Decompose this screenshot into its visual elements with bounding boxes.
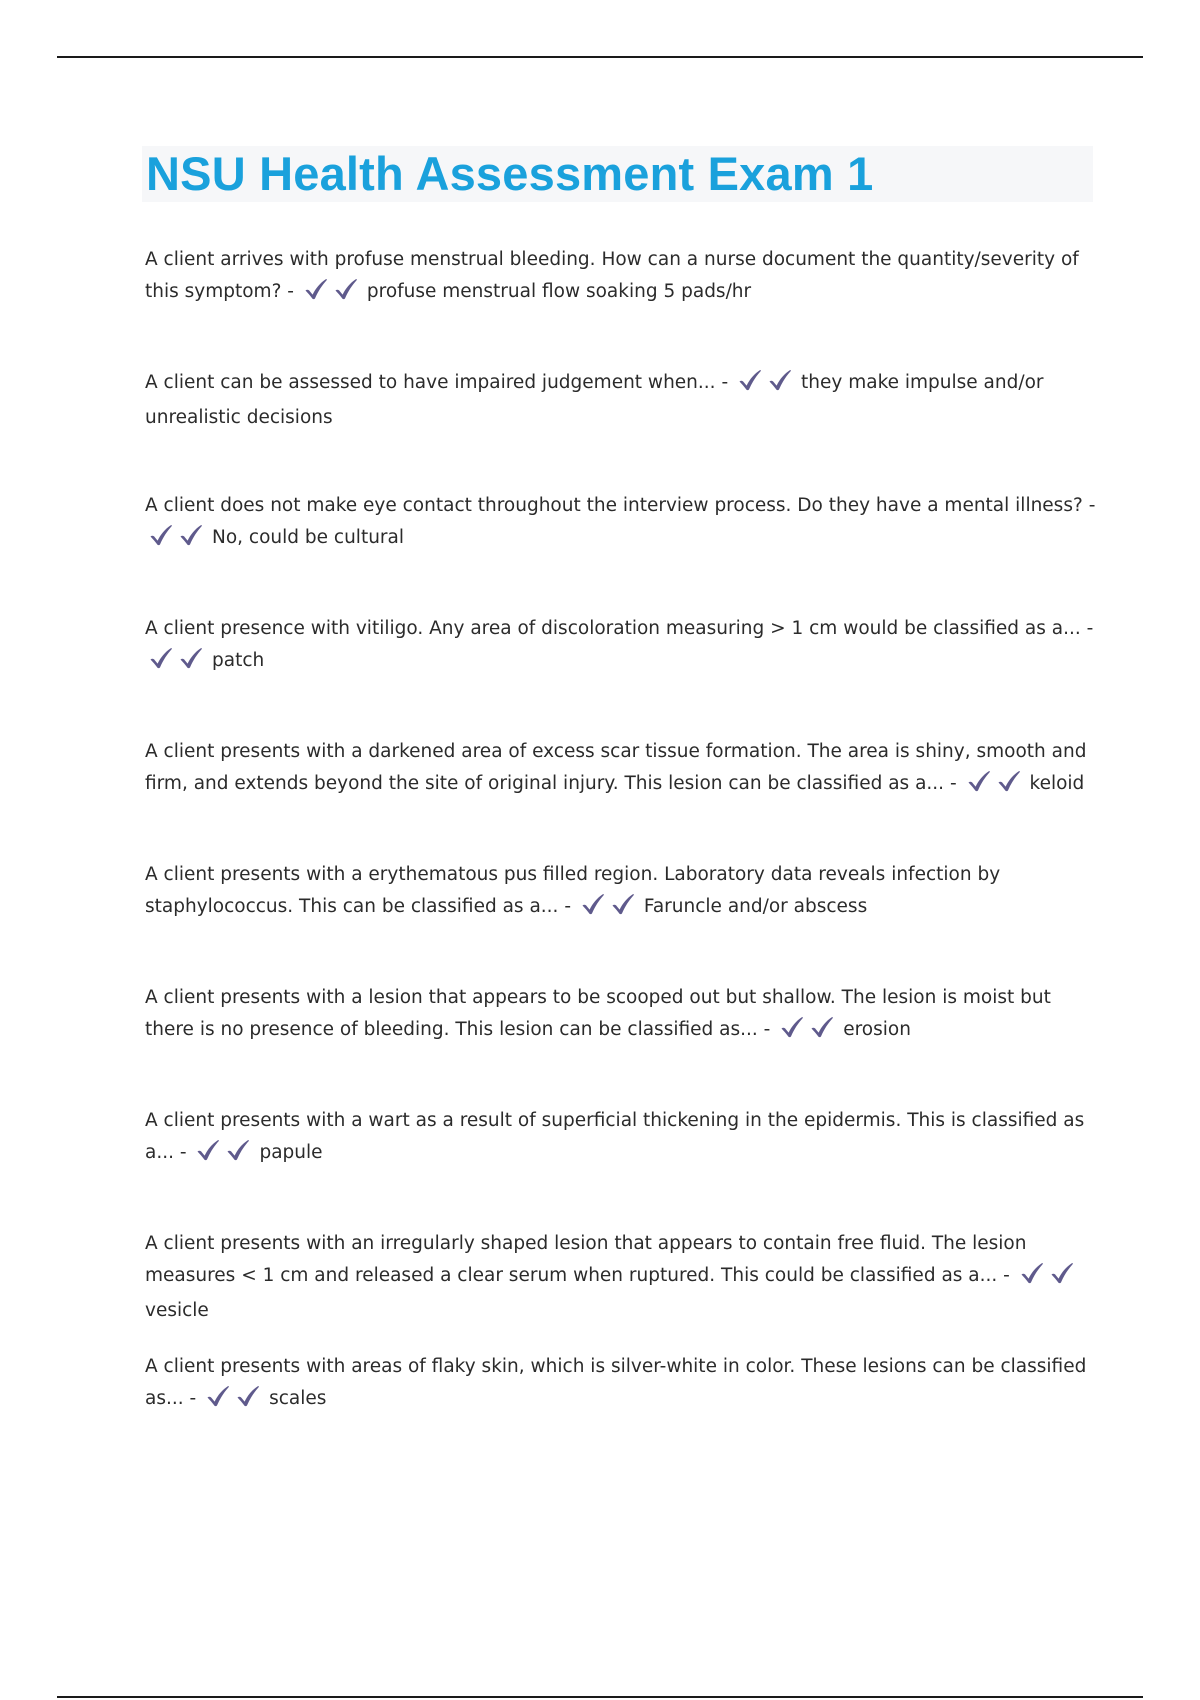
check-icon — [768, 369, 792, 391]
separator: - — [1086, 618, 1094, 639]
check-icon — [196, 1139, 220, 1161]
checkmarks — [304, 278, 364, 311]
checkmarks — [738, 369, 798, 402]
qa-item — [145, 244, 1100, 308]
separator: - — [287, 281, 294, 302]
check-icon — [611, 893, 635, 915]
qa-item — [145, 1228, 1100, 1321]
check-icon — [1020, 1262, 1044, 1284]
answer-text: patch — [212, 650, 265, 671]
check-icon — [334, 278, 358, 300]
checkmarks — [196, 1139, 256, 1172]
check-icon — [206, 1385, 230, 1407]
question-text: A client presents with a lesion that appears to be scooped out but shallow. The lesion is moist but there is no presence of bleeding. This lesion can be classified as... — [145, 987, 1051, 1040]
qa-list — [145, 244, 1100, 1415]
checkmarks — [149, 647, 209, 680]
checkmarks — [149, 524, 209, 557]
question-text: A client presents with an irregularly shaped lesion that appears to contain free fluid. The lesion measures < 1 cm and released a clear serum when ruptured. This could be classified as a... — [145, 1233, 1027, 1286]
checkmarks — [206, 1385, 266, 1418]
qa-item — [145, 859, 1100, 923]
question-text: A client presents with a darkened area of excess scar tissue formation. The area is shiny, smooth and firm, and extends beyond the site of original injury. This lesion can be classified as a... — [145, 741, 1087, 794]
check-icon — [149, 647, 173, 669]
answer-text: vesicle — [145, 1300, 209, 1321]
check-icon — [810, 1016, 834, 1038]
check-icon — [304, 278, 328, 300]
checkmarks — [1020, 1262, 1080, 1295]
question-text: A client presents with a wart as a result of superficial thickening in the epidermis. This is classified as a... — [145, 1110, 1085, 1163]
check-icon — [149, 524, 173, 546]
check-icon — [179, 524, 203, 546]
checkmarks — [967, 770, 1027, 803]
separator: - — [949, 773, 957, 794]
question-text: A client presents with areas of flaky skin, which is silver-white in color. These lesions can be classified as... — [145, 1356, 1087, 1409]
check-icon — [780, 1016, 804, 1038]
qa-item — [145, 736, 1100, 800]
top-rule — [57, 56, 1143, 58]
question-text: A client does not make eye contact throughout the interview process. Do they have a mental illness? — [145, 495, 1083, 516]
check-icon — [236, 1385, 260, 1407]
check-icon — [581, 893, 605, 915]
checkmarks — [780, 1016, 840, 1049]
check-icon — [967, 770, 991, 792]
answer-text: erosion — [843, 1019, 911, 1040]
check-icon — [738, 369, 762, 391]
question-text: A client can be assessed to have impaired judgement when... — [145, 372, 716, 393]
check-icon — [997, 770, 1021, 792]
question-text: A client presents with a erythematous pus filled region. Laboratory data reveals infection by staphylococcus. This can be classified as a... — [145, 864, 1001, 917]
qa-item — [145, 982, 1100, 1046]
answer-text: profuse menstrual flow soaking 5 pads/hr — [366, 281, 752, 302]
qa-item — [145, 490, 1100, 554]
check-icon — [226, 1139, 250, 1161]
answer-text: keloid — [1029, 773, 1085, 794]
bottom-rule — [57, 1696, 1143, 1698]
check-icon — [1050, 1262, 1074, 1284]
separator: - — [1003, 1265, 1010, 1286]
answer-text: papule — [259, 1142, 323, 1163]
separator: - — [763, 1019, 771, 1040]
answer-text: Faruncle and/or abscess — [643, 896, 868, 917]
qa-item — [145, 613, 1100, 677]
separator: - — [721, 372, 729, 393]
check-icon — [179, 647, 203, 669]
document-title: NSU Health Assessment Exam 1 — [146, 147, 874, 200]
qa-item — [145, 1351, 1100, 1415]
question-text: A client arrives with profuse menstrual bleeding. How can a nurse document the quantity/severity of this symptom? — [145, 249, 1079, 302]
qa-item — [145, 367, 1100, 431]
answer-text: No, could be cultural — [212, 527, 405, 548]
separator: - — [1088, 495, 1096, 516]
answer-text: scales — [269, 1388, 327, 1409]
qa-item — [145, 1105, 1100, 1169]
separator: - — [564, 896, 572, 917]
answer-text: they make impulse and/or unrealistic decisions — [145, 372, 1044, 428]
separator: - — [179, 1142, 187, 1163]
question-text: A client presence with vitiligo. Any area of discoloration measuring > 1 cm would be classified as a... — [145, 618, 1081, 639]
separator: - — [189, 1388, 197, 1409]
checkmarks — [581, 893, 641, 926]
